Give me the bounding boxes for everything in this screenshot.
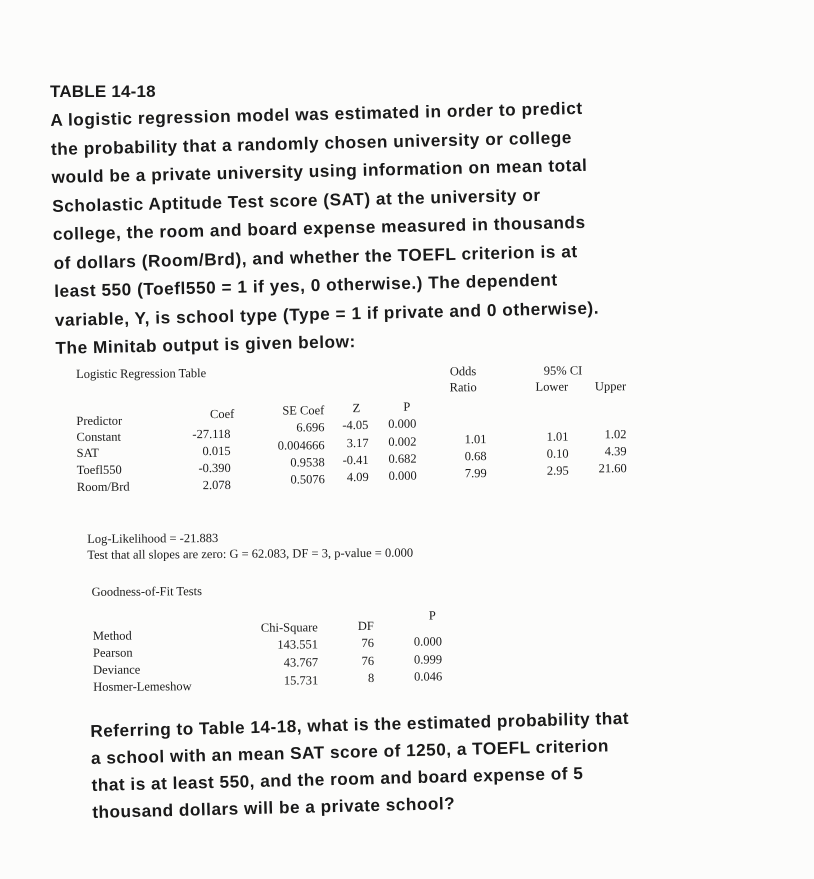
odds-ratio-value: 0.68 xyxy=(464,449,487,464)
gof-df-value: 76 xyxy=(361,653,375,669)
predictor-name: Toefl550 xyxy=(76,462,122,477)
gof-chisq-value: 43.767 xyxy=(283,655,319,670)
intro-line: least 550 (Toefl550 = 1 if yes, 0 otherwise.) The dependent xyxy=(53,269,558,301)
p-value: 0.002 xyxy=(388,434,417,449)
z-value: 4.09 xyxy=(346,469,369,485)
z-value: -0.41 xyxy=(342,452,369,468)
z-value: -4.05 xyxy=(342,417,369,433)
predictor-name: SAT xyxy=(76,445,99,460)
gof-p-value: 0.046 xyxy=(413,669,443,684)
gof-chisq-value: 143.551 xyxy=(277,637,318,652)
gof-method: Hosmer-Lemeshow xyxy=(93,679,192,694)
predictor-name: Constant xyxy=(76,429,121,444)
intro-line: A logistic regression model was estimated in order to predict xyxy=(50,97,583,130)
question-line: thousand dollars will be a private school? xyxy=(92,793,456,822)
gof-df-value: 8 xyxy=(367,670,375,685)
intro-line: Scholastic Aptitude Test score (SAT) at the university or xyxy=(52,184,541,216)
slopes-test: Test that all slopes are zero: G = 62.083, DF = 3, p-value = 0.000 xyxy=(87,545,414,562)
gof-heading: Goodness-of-Fit Tests xyxy=(91,584,202,599)
column-header-ratio: Ratio xyxy=(449,380,477,395)
odds-ratio-value: 1.01 xyxy=(464,432,487,447)
gof-column-chisq-header: Chi-Square xyxy=(260,620,318,635)
odds-ratio-value: 7.99 xyxy=(464,466,487,481)
gof-column-method-header: Method xyxy=(92,628,132,643)
p-value: 0.682 xyxy=(388,451,417,466)
gof-method: Deviance xyxy=(93,662,141,677)
intro-line: the probability that a randomly chosen university or college xyxy=(50,126,573,159)
p-value: 0.000 xyxy=(388,468,417,483)
coef-value: -0.390 xyxy=(198,460,231,476)
ci-upper-value: 1.02 xyxy=(604,427,627,442)
se-coef-value: 0.5076 xyxy=(290,472,325,487)
question-line: Referring to Table 14-18, what is the estimated probability that xyxy=(90,707,630,741)
gof-df-value: 76 xyxy=(361,635,374,651)
se-coef-value: 6.696 xyxy=(296,420,325,435)
gof-method: Pearson xyxy=(92,645,133,660)
question-line: that is at least 550, and the room and board expense of 5 xyxy=(91,762,584,795)
coef-value: 0.015 xyxy=(202,443,231,459)
column-header-upper: Upper xyxy=(594,379,627,394)
p-value: 0.000 xyxy=(388,416,417,431)
intro-paragraph xyxy=(50,90,746,362)
intro-line: of dollars (Room/Brd), and whether the TOEFL criterion is at xyxy=(53,240,578,273)
coef-value: -27.118 xyxy=(192,426,231,442)
column-header-z: Z xyxy=(352,401,361,416)
table-title: TABLE 14-18 xyxy=(50,82,156,101)
coef-value: 2.078 xyxy=(202,477,231,493)
ci-lower-value: 2.95 xyxy=(546,463,569,478)
regression-table-heading: Logistic Regression Table xyxy=(76,366,207,381)
ci-lower-value: 0.10 xyxy=(546,446,569,461)
question-line: a school with an mean SAT score of 1250, a TOEFL criterion xyxy=(90,735,610,768)
predictor-name: Room/Brd xyxy=(76,479,130,494)
z-value: 3.17 xyxy=(346,435,369,451)
intro-line: would be a private university using information on mean total xyxy=(51,154,588,187)
gof-chisq-value: 15.731 xyxy=(283,673,319,688)
question-paragraph xyxy=(90,701,782,826)
se-coef-value: 0.9538 xyxy=(290,455,325,470)
column-header-lower: Lower xyxy=(535,379,569,394)
intro-line: The Minitab output is given below: xyxy=(55,331,357,358)
column-header-coef: Coef xyxy=(209,406,235,422)
se-coef-value: 0.004666 xyxy=(277,438,325,453)
ci-upper-value: 21.60 xyxy=(598,461,627,476)
odds-header: Odds xyxy=(449,364,477,379)
gof-column-df-header: DF xyxy=(357,618,374,634)
column-header-se-coef: SE Coef xyxy=(282,403,325,418)
column-header-predictor: Predictor xyxy=(76,413,123,428)
intro-line: variable, Y, is school type (Type = 1 if private and 0 otherwise). xyxy=(54,297,600,330)
ci-lower-value: 1.01 xyxy=(546,429,569,444)
intro-line: college, the room and board expense measured in thousands xyxy=(52,211,586,244)
column-header-p: P xyxy=(403,399,411,414)
gof-p-value: 0.000 xyxy=(413,634,442,649)
gof-column-p-header: P xyxy=(428,608,436,623)
ci-upper-value: 4.39 xyxy=(604,444,627,459)
gof-p-value: 0.999 xyxy=(413,652,443,667)
log-likelihood: Log-Likelihood = -21.883 xyxy=(87,531,219,546)
ci-header: 95% CI xyxy=(543,363,583,378)
minitab-output xyxy=(76,363,648,707)
